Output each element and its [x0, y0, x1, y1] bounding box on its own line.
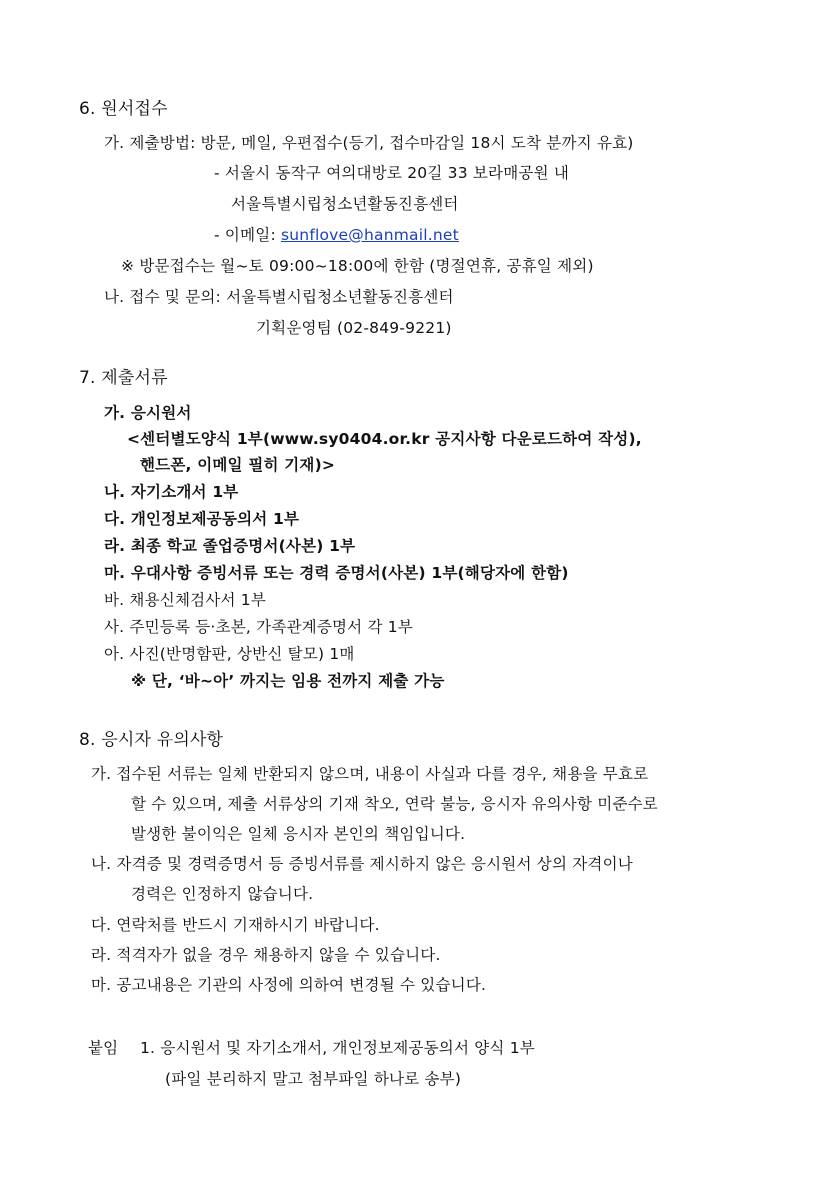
sec7-item-h: 아. 사진(반명함판, 상반신 탈모) 1매 [104, 645, 355, 663]
sec7-item-a-line2: 핸드폰, 이메일 필히 기재)> [140, 456, 336, 474]
sec6-note: ※ 방문접수는 월~토 09:00~18:00에 한함 (명절연휴, 공휴일 제외) [121, 257, 594, 275]
sec7-item-a-line1: <센터별도양식 1부(www.sy0404.or.kr 공지사항 다운로드하여 작성), [127, 430, 642, 448]
sec8-item-e: 마. 공고내용은 기관의 사정에 의하여 변경될 수 있습니다. [91, 976, 487, 994]
sec6-item-b: 나. 접수 및 문의: 서울특별시립청소년활동진흥센터 [104, 288, 454, 306]
sec8-item-b-line2: 경력은 인정하지 않습니다. [131, 885, 314, 903]
sec7-note: ※ 단, ‘바~아’ 까지는 임용 전까지 제출 가능 [131, 672, 445, 690]
section-7-heading: 7. 제출서류 [79, 368, 168, 388]
sec7-item-d: 라. 최종 학교 졸업증명서(사본) 1부 [104, 537, 356, 555]
attachment-label: 붙임 [88, 1039, 119, 1057]
section-6-heading: 6. 원서접수 [79, 99, 168, 119]
sec7-item-a: 가. 응시원서 [104, 404, 192, 422]
sec8-item-c: 다. 연락처를 반드시 기재하시기 바랍니다. [91, 916, 380, 934]
email-link[interactable]: sunflove@hanmail.net [281, 226, 459, 244]
sec7-item-e: 마. 우대사항 증빙서류 또는 경력 증명서(사본) 1부(해당자에 한함) [104, 564, 569, 582]
attachment-item: 1. 응시원서 및 자기소개서, 개인정보제공동의서 양식 1부 [140, 1039, 535, 1057]
sec6-address-line2: 서울특별시립청소년활동진흥센터 [231, 195, 459, 213]
sec6-item-a: 가. 제출방법: 방문, 메일, 우편접수(등기, 접수마감일 18시 도착 분까지 유효) [104, 134, 634, 152]
section-8-heading: 8. 응시자 유의사항 [79, 730, 224, 750]
sec7-item-f: 바. 채용신체검사서 1부 [104, 591, 267, 609]
sec8-item-a-line1: 가. 접수된 서류는 일체 반환되지 않으며, 내용이 사실과 다를 경우, 채용을 무효로 [91, 765, 649, 783]
sec7-item-b: 나. 자기소개서 1부 [104, 483, 239, 501]
sec8-item-a-line2: 할 수 있으며, 제출 서류상의 기재 착오, 연락 불능, 응시자 유의사항 미준수로 [131, 795, 658, 813]
sec6-email-line [214, 225, 459, 245]
email-label: - 이메일: [214, 226, 281, 244]
sec6-address-line1: - 서울시 동작구 여의대방로 20길 33 보라매공원 내 [214, 164, 570, 182]
sec8-item-a-line3: 발생한 불이익은 일체 응시자 본인의 책임입니다. [131, 825, 466, 843]
sec7-item-g: 사. 주민등록 등·초본, 가족관계증명서 각 1부 [104, 618, 414, 636]
sec8-item-b-line1: 나. 자격증 및 경력증명서 등 증빙서류를 제시하지 않은 응시원서 상의 자격이나 [91, 855, 633, 873]
sec6-item-b-line2: 기획운영팀 (02-849-9221) [256, 319, 452, 337]
sec8-item-d: 라. 적격자가 없을 경우 채용하지 않을 수 있습니다. [91, 946, 441, 964]
sec7-item-c: 다. 개인정보제공동의서 1부 [104, 510, 300, 528]
attachment-note: (파일 분리하지 말고 첨부파일 하나로 송부) [165, 1070, 462, 1088]
